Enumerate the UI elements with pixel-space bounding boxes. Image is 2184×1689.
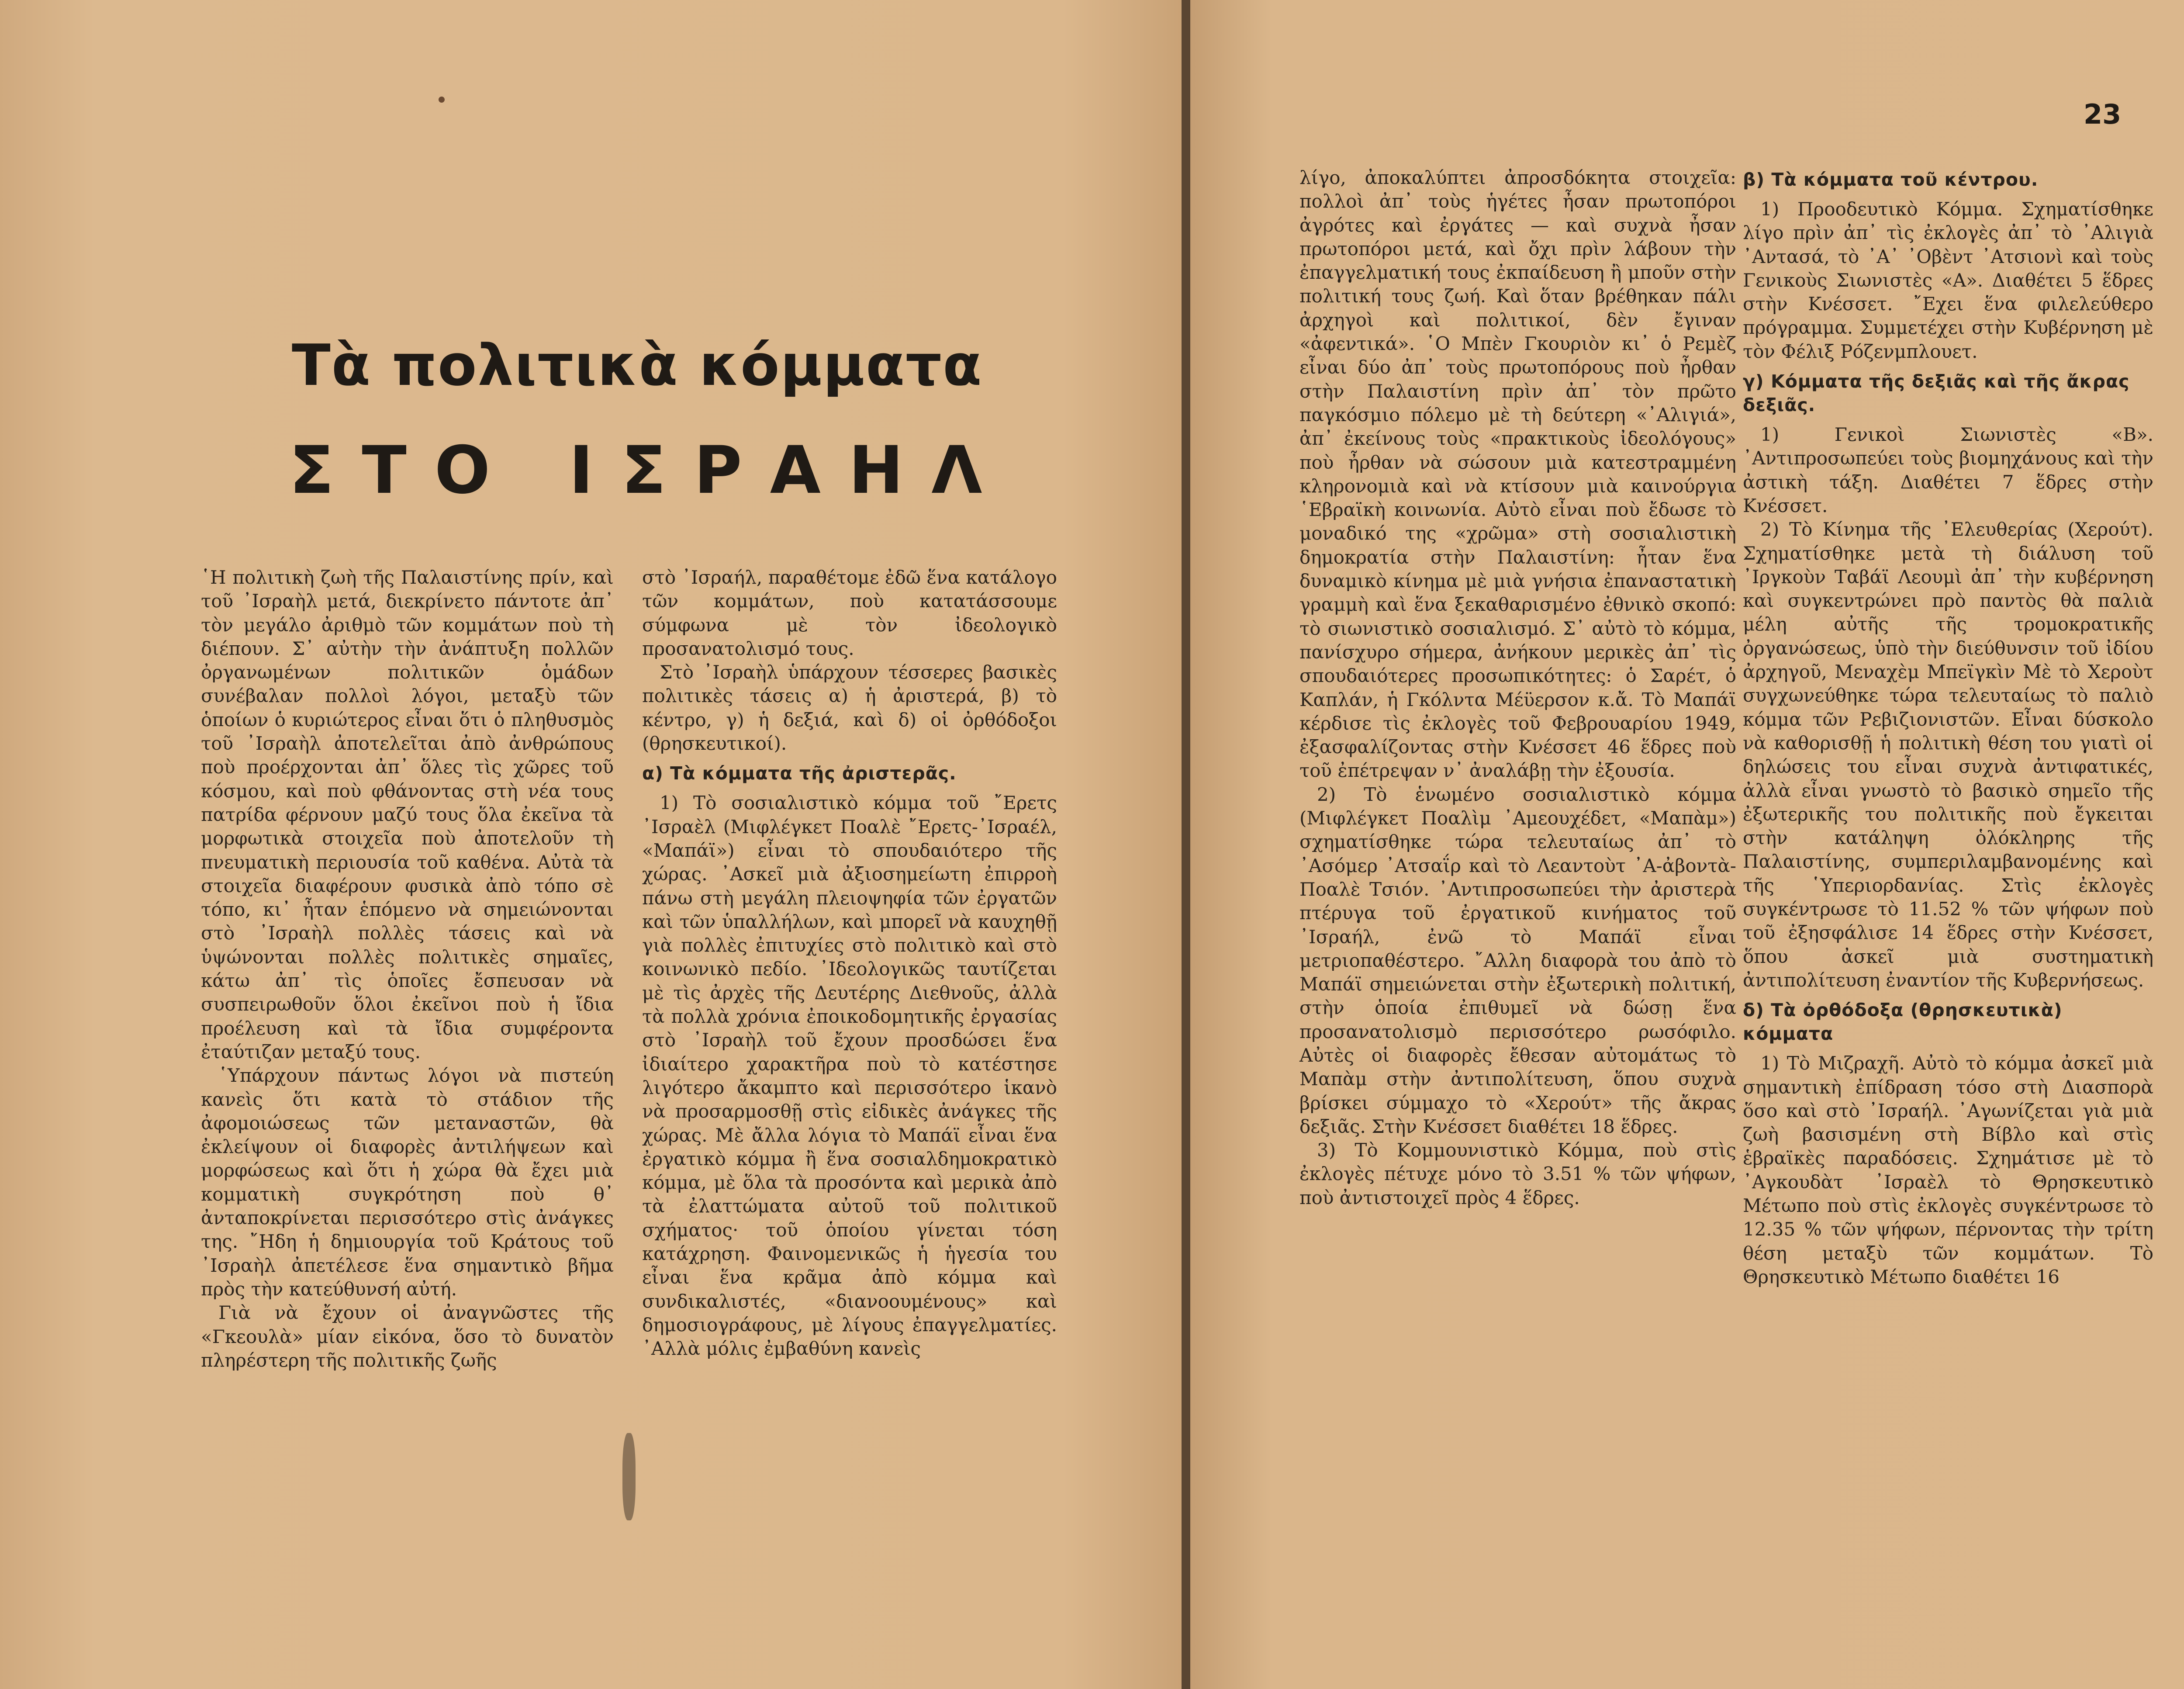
paragraph: Γιὰ νὰ ἔχουν οἱ ἀναγνῶστες τῆς «Γκεουλὰ» μίαν εἰκόνα, ὅσο τὸ δυνατὸν πληρέστερη τῆς πολιτικῆς ζωῆς [201, 1302, 614, 1371]
section-heading-center: β) Τὰ κόμματα τοῦ κέντρου. [1743, 169, 2039, 190]
paragraph: λίγο, ἀποκαλύπτει ἀπροσδόκητα στοιχεῖα: πολλοὶ ἀπ᾿ τοὺς ἡγέτες ἦσαν πρωτοπόροι ἀγρότες καὶ ἐργάτες — καὶ συχνὰ ἦσαν πρωτοπόροι μετά, καὶ ὄχι πρὶν λάβουν τὴν ἐπαγγελματική τους ἐκπαίδευση ἢ μποῦν στὴν πολιτική τους ζωή. Καὶ ὅταν βρέθηκαν πάλι ἀρχηγοὶ καὶ πολιτικοί, δὲν ἔγιναν «ἀφεντικά». ῾Ο Μπὲν Γκουριὸν κι᾿ ὁ Ρεμὲζ εἶναι δύο ἀπ᾿ τοὺς πρωτοπόρους ποὺ ἦρθαν στὴν Παλαιστίνη πρὶν ἀπ᾿ τὸν πρῶτο παγκόσμιο πόλεμο μὲ τὴ δεύτερη «᾿Αλιγιά», ἀπ᾿ ἐκείνους τοὺς «πρακτικοὺς ἰδεολόγους» ποὺ ἦρθαν νὰ σώσουν μιὰ κατεστραμμένη κληρονομιὰ καὶ νὰ κτίσουν μιὰ καινούργια ῾Εβραϊκὴ κοινωνία. Αὐτὸ εἶναι ποὺ ἔδωσε τὸ μοναδικό της «χρῶμα» στὴ σοσιαλιστικὴ δημοκρατία στὴν Παλαιστίνη: ἦταν ἕνα δυναμικὸ κίνημα μὲ μιὰ γνήσια ἐπαναστατικὴ γραμμὴ καὶ ἕνα ξεκαθαρισμένο ἐθνικὸ σκοπό: τὸ σιωνιστικὸ σοσιαλισμό. Σ᾿ αὐτὸ τὸ κόμμα, πανίσχυρο σήμερα, ἀνήκουν μερικὲς ἀπ᾿ τὶς σπουδαιότερες προσωπικότητες: ὁ Σαρέτ, ὁ Καπλάν, ἡ Γκόλντα Μέϋερσον κ.ἄ. Τὸ Μαπάϊ κέρδισε τὶς ἐκλογὲς τοῦ Φεβρουαρίου 1949, ἐξασφαλίζοντας στὴν Κνέσσετ 46 ἕδρες ποὺ τοῦ ἐπέτρεψαν ν᾿ ἀναλάβῃ τὴν ἐξουσία. [1299, 167, 1736, 782]
page-number: 23 [2084, 98, 2122, 130]
text-column-2 [642, 566, 1057, 1361]
section-heading-orthodox: δ) Τὰ ὀρθόδοξα (θρησκευτικὰ) κόμματα [1743, 1000, 2063, 1045]
text-column-3 [1299, 166, 1736, 1210]
text-column-4 [1743, 162, 2153, 1289]
paragraph: ῾Υπάρχουν πάντως λόγοι νὰ πιστεύη κανεὶς ὅτι κατὰ τὸ στάδιον τῆς ἀφομοιώσεως τῶν μεταναστῶν, θὰ ἐκλείψουν οἱ διαφορὲς ἀντιλήψεων καὶ μορφώσεως καὶ ὅτι ἡ χώρα θὰ ἔχει μιὰ κομματικὴ συγκρότηση ποὺ θ᾿ ἀνταποκρίνεται περισσότερο στὶς ἀνάγκες της. ῎Ηδη ἡ δημιουργία τοῦ Κράτους τοῦ ᾿Ισραὴλ ἀπετέλεσε ἕνα σημαντικὸ βῆμα πρὸς τὴν κατεύθυνσή αὐτή. [201, 1065, 614, 1300]
ink-smudge [622, 1433, 636, 1520]
paragraph: 1) Προοδευτικὸ Κόμμα. Σχηματίσθηκε λίγο πρὶν ἀπ᾿ τὶς ἐκλογὲς ἀπ᾿ τὸ ᾿Αλιγιὰ ᾿Αντασά, τὸ ᾿Α᾿ ᾿Οβὲντ ᾿Ατσιονὶ καὶ τοὺς Γενικοὺς Σιωνιστὲς «Α». Διαθέτει 5 ἕδρες στὴν Κνέσσετ. ῎Εχει ἕνα φιλελεύθερο πρόγραμμα. Συμμετέχει στὴν Κυβέρνηση μὲ τὸν Φέλιξ Ρόζενμπλουετ. [1743, 198, 2153, 362]
paragraph: 2) Τὸ ἑνωμένο σοσιαλιστικὸ κόμμα (Μιφλέγκετ Ποαλὶμ ᾿Αμεουχέδετ, «Μαπὰμ») σχηματίσθηκε τώρα τελευταίως ἀπ᾿ τὸ ᾿Ασόμερ ᾿Ατσαΐρ καὶ τὸ Λεαντοὺτ ᾿Α-ἀβοντὰ-Ποαλὲ Τσιόν. ᾿Αντιπροσωπεύει τὴν ἀριστερὰ πτέρυγα τοῦ ἐργατικοῦ κινήματος τοῦ ᾿Ισραήλ, ἐνῶ τὸ Μαπάϊ εἶναι μετριοπαθέστερο. ῎Αλλη διαφορὰ του ἀπὸ τὸ Μαπάϊ σημειώνεται στὴν ἐξωτερικὴ πολιτική, στὴν ὁποία ἐπιθυμεῖ νὰ δώσῃ ἕνα προσανατολισμὸ περισσότερο ρωσόφιλο. Αὐτὲς οἱ διαφορὲς ἔθεσαν αὐτομάτως τὸ Μαπὰμ στὴν ἀντιπολίτευση, ὅπου συχνὰ βρίσκει σύμμαχο τὸ «Χερούτ» τῆς ἄκρας δεξιᾶς. Στὴν Κνέσσετ διαθέτει 18 ἕδρες. [1299, 783, 1736, 1137]
article-title-line2: ΣΤΟ ΙΣΡΑΗΛ [289, 433, 1010, 509]
paragraph: 1) Τὸ σοσιαλιστικὸ κόμμα τοῦ ῎Ερετς ᾿Ισραὲλ (Μιφλέγκετ Ποαλὲ ῎Ερετς-᾿Ισραέλ, «Μαπάϊ») εἶναι τὸ σπουδαιότερο τῆς χώρας. ᾿Ασκεῖ μιὰ ἀξιοσημείωτη ἐπιρροὴ πάνω στὴ μεγάλη πλειοψηφία τῶν ἐργατῶν καὶ τῶν ὑπαλλήλων, καὶ μπορεῖ νὰ καυχηθῇ γιὰ πολλὲς ἐπιτυχίες στὸ πολιτικὸ καὶ στὸ κοινωνικὸ πεδίο. ᾿Ιδεολογικῶς ταυτίζεται μὲ τὶς ἀρχὲς τῆς Δευτέρης Διεθνοῦς, ἀλλὰ τὰ πολλὰ χρόνια ἐποικοδομητικῆς ἐργασίας στὸ ᾿Ισραὴλ τοῦ ἔχουν προσδώσει ἕνα ἰδιαίτερο χαρακτῆρα ποὺ τὸ κατέστησε λιγότερο ἄκαμπτο καὶ περισσότερο ἱκανὸ νὰ προσαρμοσθῇ στὶς εἰδικὲς ἀνάγκες τῆς χώρας. Μὲ ἄλλα λόγια τὸ Μαπάϊ εἶναι ἕνα ἐργατικὸ κόμμα ἢ ἕνα σοσιαλδημοκρατικὸ κόμμα, μὲ ὅλα τὰ προσόντα καὶ μερικὰ ἀπὸ τὰ ἐλαττώματα αὐτοῦ τοῦ πολιτικοῦ σχήματος· τοῦ ὁποίου γίνεται τόση κατάχρηση. Φαινομενικῶς ἡ ἡγεσία του εἶναι ἕνα κρᾶμα ἀπὸ κόμμα καὶ συνδικαλιστές, «διανοουμένους» καὶ δημοσιογράφους, μὲ λίγους ἐπαγγελματίες. ᾿Αλλὰ μόλις ἐμβαθύνη κανεὶς [642, 792, 1057, 1360]
text-column-1 [201, 566, 614, 1372]
book-gutter [1182, 0, 1190, 1689]
paragraph: 3) Τὸ Κομμουνιστικὸ Κόμμα, ποὺ στὶς ἐκλογὲς πέτυχε μόνο τὸ 3.51 % τῶν ψήφων, ποὺ ἀντιστοιχεῖ πρὸς 4 ἕδρες. [1299, 1139, 1736, 1208]
ink-dot [439, 97, 445, 103]
section-heading-left: α) Τὰ κόμματα τῆς ἀριστερᾶς. [642, 763, 957, 784]
paragraph: 1) Τὸ Μιζραχῆ. Αὐτὸ τὸ κόμμα ἀσκεῖ μιὰ σημαντικὴ ἐπίδραση τόσο στὴ Διασπορὰ ὅσο καὶ στὸ ᾿Ισραήλ. ᾿Αγωνίζεται γιὰ μιὰ ζωὴ βασισμένη στὴ Βίβλο καὶ στὶς ἑβραϊκὲς παραδόσεις. Σχημάτισε μὲ τὸ ᾿Αγκουδὰτ ᾿Ισραὲλ τὸ Θρησκευτικὸ Μέτωπο ποὺ στὶς ἐκλογὲς συγκέντρωσε τὸ 12.35 % τῶν ψήφων, πέρνοντας τὴν τρίτη θέση μεταξὺ τῶν κομμάτων. Τὸ Θρησκευτικὸ Μέτωπο διαθέτει 16 [1743, 1052, 2153, 1288]
article-title-line1: Τὰ πολιτικὰ κόμματα [292, 332, 983, 398]
paragraph: στὸ ᾿Ισραήλ, παραθέτομε ἐδῶ ἕνα κατάλογο τῶν κομμάτων, ποὺ κατατάσσουμε σύμφωνα μὲ τὸν ἰδεολογικὸ προσανατολισμό τους. [642, 567, 1057, 659]
section-heading-right: γ) Κόμματα τῆς δεξιᾶς καὶ τῆς ἄκρας δεξιᾶς. [1743, 371, 2130, 416]
paragraph: ῾Η πολιτικὴ ζωὴ τῆς Παλαιστίνης πρίν, καὶ τοῦ ᾿Ισραὴλ μετά, διεκρίνετο πάντοτε ἀπ᾿ τὸν μεγάλο ἀριθμὸ τῶν κομμάτων ποὺ τὴ διέπουν. Σ᾿ αὐτὴν τὴν ἀνάπτυξη πολλῶν ὀργανωμένων πολιτικῶν ὁμάδων συνέβαλαν πολλοὶ λόγοι, μεταξὺ τῶν ὁποίων ὁ κυριώτερος εἶναι ὅτι ὁ πληθυσμὸς τοῦ ᾿Ισραὴλ ἀποτελεῖται ἀπὸ ἀνθρώπους ποὺ προέρχονται ἀπ᾿ ὅλες τὶς χῶρες τοῦ κόσμου, καὶ ποὺ φθάνοντας στὴ νέα τους πατρίδα φέρνουν μαζύ τους ὅλα ἐκεῖνα τὰ μορφωτικὰ στοιχεῖα ποὺ ἀποτελοῦν τὴ πνευματικὴ περιουσία τοῦ καθένα. Αὐτὰ τὰ στοιχεῖα διαφέρουν φυσικὰ ἀπὸ τόπο σὲ τόπο, κι᾿ ἦταν ἑπόμενο νὰ σημειώνονται στὸ ᾿Ισραὴλ πολλὲς τάσεις καὶ νὰ ὑψώνονται πολλὲς πολιτικὲς σημαῖες, κάτω ἀπ᾿ τὶς ὁποῖες ἔσπευσαν νὰ συσπειρωθοῦν ὅλοι ἐκεῖνοι ποὺ ἡ ἴδια προέλευση καὶ τὰ ἴδια συμφέροντα ἐταύτιζαν μεταξύ τους. [201, 567, 614, 1063]
paragraph: Στὸ ᾿Ισραὴλ ὑπάρχουν τέσσερες βασικὲς πολιτικὲς τάσεις α) ἡ ἀριστερά, β) τὸ κέντρο, γ) ἡ δεξιά, καὶ δ) οἱ ὀρθόδοξοι (θρησκευτικοί). [642, 661, 1057, 755]
paragraph: 1) Γενικοὶ Σιωνιστὲς «Β». ᾿Αντιπροσωπεύει τοὺς βιομηχάνους καὶ τὴν ἀστικὴ τάξη. Διαθέτει 7 ἕδρες στὴν Κνέσσετ. [1743, 424, 2153, 516]
paragraph: 2) Τὸ Κίνημα τῆς ᾿Ελευθερίας (Χερούτ). Σχηματίσθηκε μετὰ τὴ διάλυση τοῦ ᾿Ιργκοὺν Ταβάϊ Λεουμὶ ἀπ᾿ τὴν κυβέρνηση καὶ συγκεντρώνει πρὸ παντὸς θὰ παλιὰ μέλη αὐτῆς τῆς τρομοκρατικῆς ὀργανώσεως, ὑπὸ τὴν διεύθυνσιν τοῦ ἰδίου ἀρχηγοῦ, Μεναχὲμ Μπεϊγκὶν Μὲ τὸ Χεροὺτ συγχωνεύθηκε τώρα τελευταίως τὸ παλιὸ κόμμα τῶν Ρεβιζιονιστῶν. Εἶναι δύσκολο νὰ καθορισθῇ ἡ πολιτικὴ θέση του γιατὶ οἱ δηλώσεις του εἶναι συχνὰ ἀντιφατικές, ἀλλὰ εἶναι γνωστὸ τὸ βασικὸ σημεῖο τῆς ἐξωτερικῆς του πολιτικῆς ποὺ ἔγκειται στὴν κατάληψη ὁλόκληρης τῆς Παλαιστίνης, συμπεριλαμβανομένης καὶ τῆς ῾Υπεριορδανίας. Στὶς ἐκλογὲς συγκέντρωσε τὸ 11.52 % τῶν ψήφων ποὺ τοῦ ἐξησφάλισε 14 ἕδρες στὴν Κνέσσετ, ὅπου ἀσκεῖ μιὰ συστηματικὴ ἀντιπολίτευση ἐναντίον τῆς Κυβερνήσεως. [1743, 519, 2153, 991]
